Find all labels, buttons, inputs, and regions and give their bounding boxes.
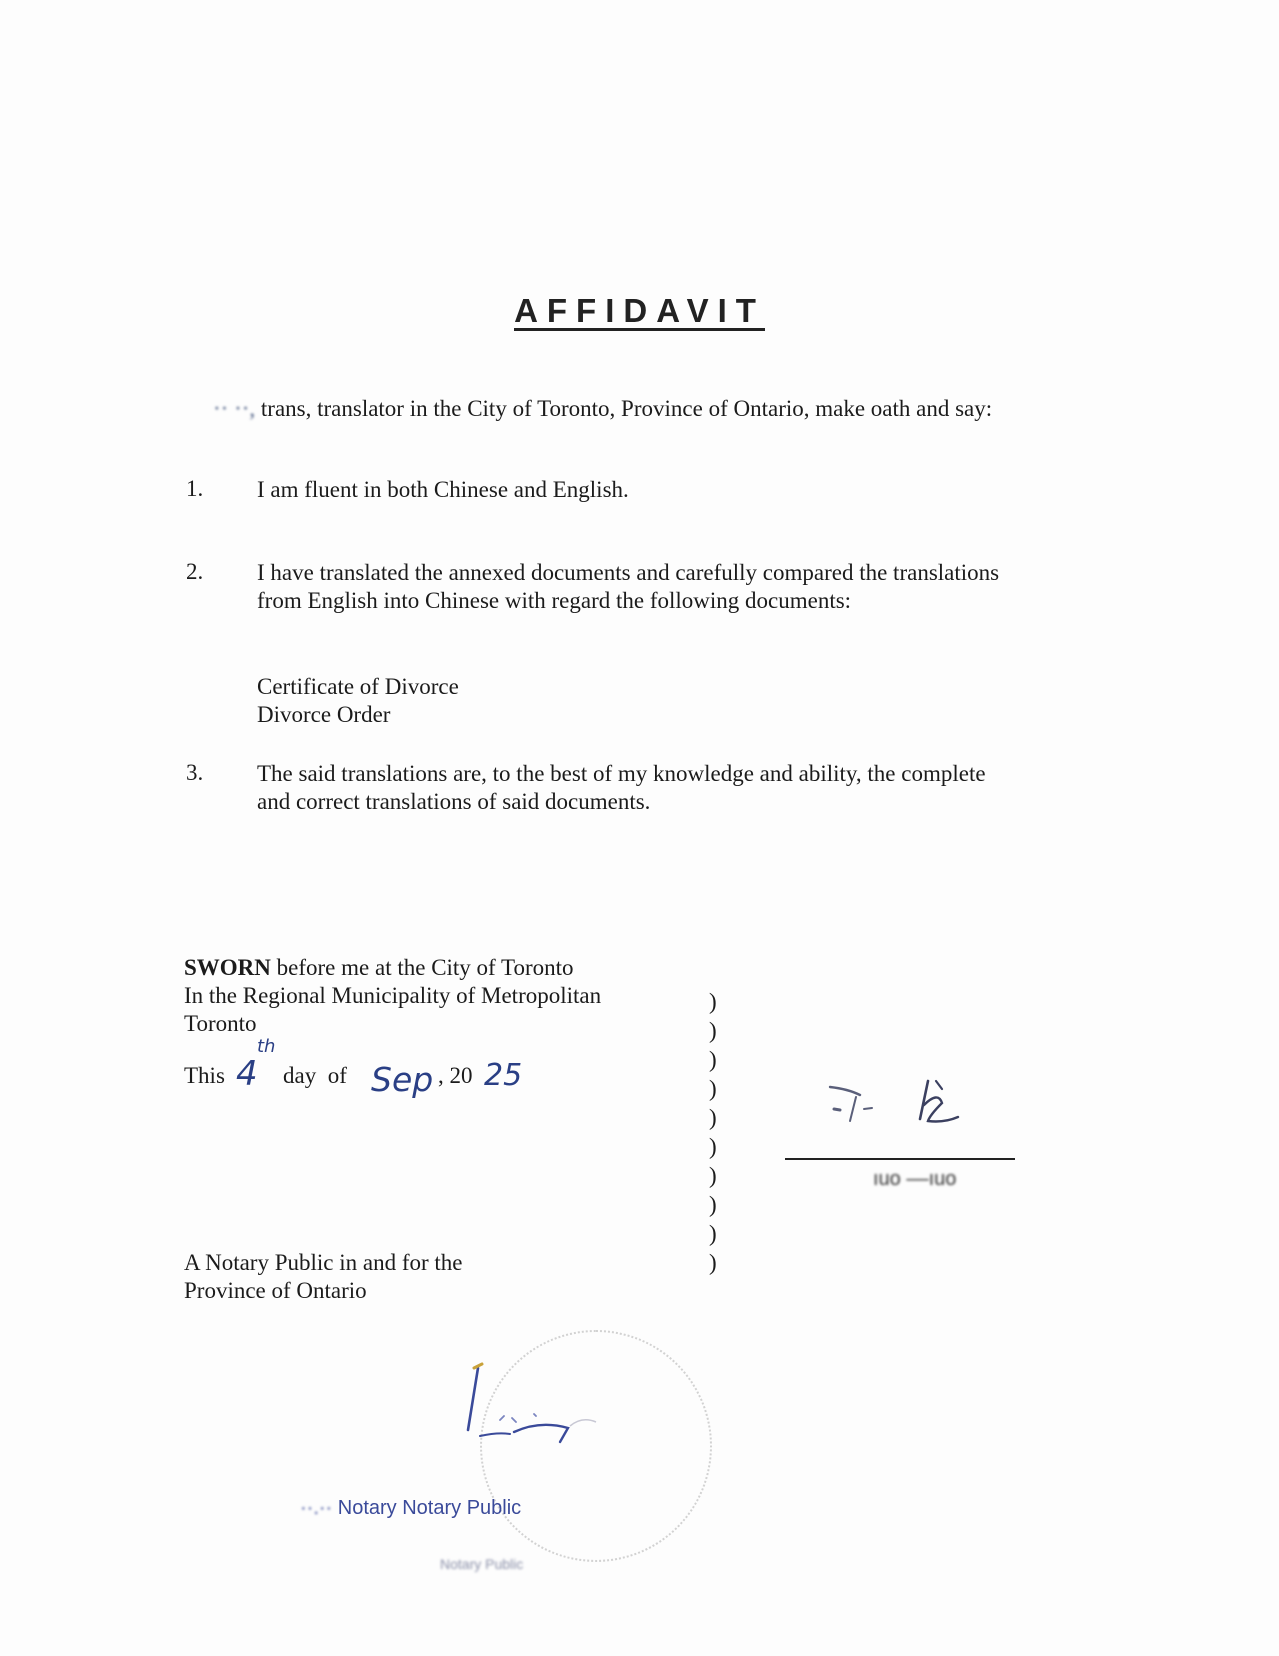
handwritten-day-suffix: th — [257, 1036, 276, 1057]
item-number-3: 3. — [186, 760, 204, 785]
notary-stamp-text: ··.·· Notary Notary Public — [300, 1497, 522, 1519]
jurat-date-year-prefix: , 20 — [438, 1063, 473, 1088]
jurat-date-day-of: day of — [283, 1063, 347, 1088]
item-text-1: I am fluent in both Chinese and English. — [257, 477, 629, 502]
sworn-label: SWORN — [184, 955, 271, 980]
document-list-item: Certificate of Divorce — [257, 674, 459, 699]
jurat-block: SWORN before me at the City of Toronto In the Regional Municipality of Metropolitan Toronto — [184, 955, 602, 1036]
notary-signature — [450, 1360, 650, 1470]
signer-name: ıuo ––ıuo — [873, 1168, 957, 1190]
notary-block: A Notary Public in and for the Province of Ontario — [184, 1250, 463, 1303]
handwritten-year: 25 — [484, 1058, 523, 1093]
documents-list — [257, 673, 459, 729]
intro-paragraph — [213, 395, 992, 423]
item-number-2: 2. — [186, 559, 204, 584]
bracket-column: ) ) ) ) ) ) ) ) ) ) — [709, 989, 717, 1275]
document-list-item: Divorce Order — [257, 702, 391, 727]
signature-line — [785, 1158, 1015, 1160]
jurat-date-this: This — [184, 1063, 225, 1088]
redacted-name: ·· ··, — [213, 396, 256, 421]
intro-text: translator in the City of Toronto, Province of Ontario, make oath and say: — [311, 396, 993, 421]
handwritten-month: Sep — [371, 1060, 434, 1099]
item-text-2: I have translated the annexed documents and carefully compared the translations from English into Chinese with regard the following documents: — [257, 560, 1000, 613]
translator-signature — [820, 1075, 1000, 1145]
item-text-3: The said translations are, to the best of my knowledge and ability, the complete and correct translations of said documents. — [257, 761, 986, 814]
document-title: AFFIDAVIT — [514, 292, 765, 329]
item-number-1: 1. — [186, 476, 204, 501]
notary-stamp-subtext: Notary Public — [440, 1556, 524, 1572]
intro-trans: trans, — [255, 396, 312, 421]
handwritten-day: 4 — [236, 1054, 258, 1094]
